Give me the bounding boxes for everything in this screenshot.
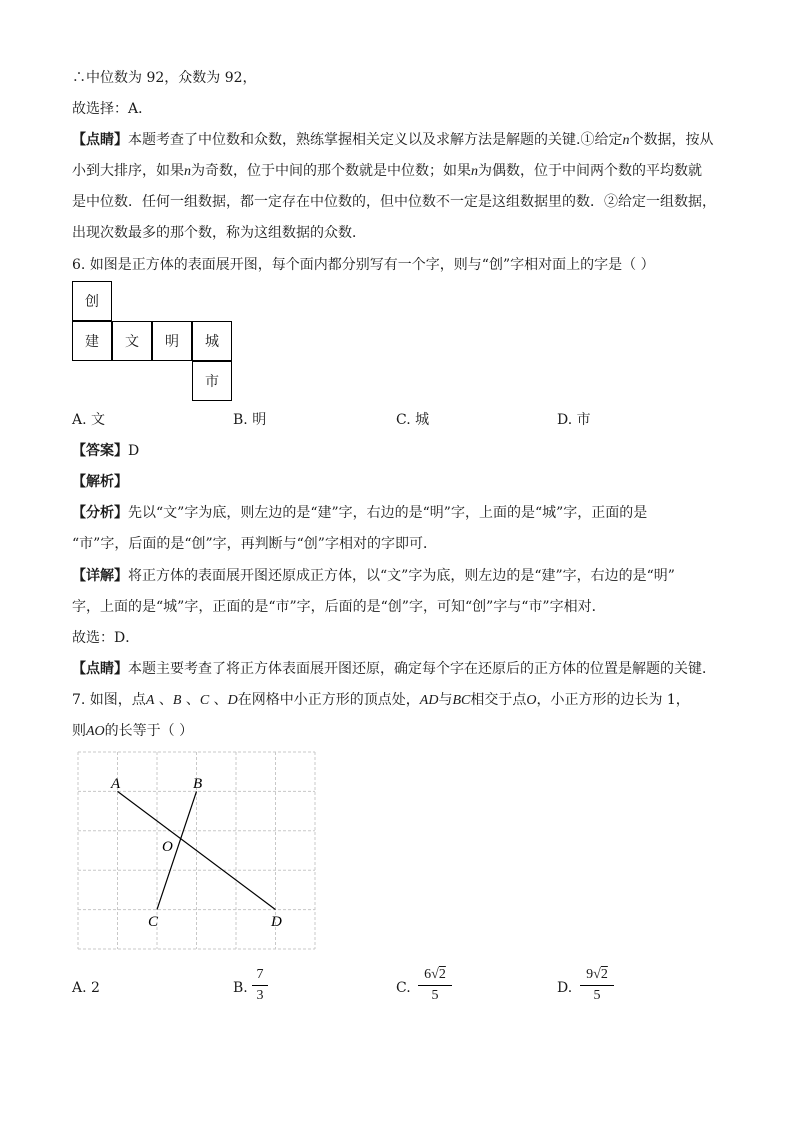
var-b: B [172,693,182,708]
denominator: 5 [593,988,601,1003]
q6-option-c: C. 城 [396,412,430,428]
net-cell: 文 [112,321,152,361]
q7-option-d-fraction [580,966,614,1005]
label-o: O [162,839,173,855]
q6-stem: 6. 如图是正方体的表面展开图，每个面内都分别写有一个字，则与“创”字相对面上的字是（ ） [72,257,655,273]
text-line [72,566,675,586]
text-span: 在网格中小正方形的顶点处， [237,692,420,708]
text-span: 为奇数，位于中间的那个数就是中位数；如果 [191,163,471,179]
text-span: 个数据，按从 [629,132,714,148]
q7-option-c-label: C. [396,980,411,996]
denominator: 3 [256,988,264,1003]
text-line: 是中位数．任何一组数据，都一定存在中位数的，但中位数不一定是这组数据里的数．②给定一组数据， [72,194,716,210]
label-a: A [111,776,121,792]
text-line: “市”字，后面的是“创”字，再判断与“创”字相对的字即可． [72,536,437,552]
q7-option-c-fraction [418,966,452,1005]
option-value: 2 [91,980,100,996]
grid-figure [72,746,322,954]
text-span: 则 [72,723,86,739]
text-span: 、 [154,692,173,708]
numerator [580,966,614,984]
var-a: A [145,693,155,708]
q7-option-a [72,978,100,998]
radicand: 2 [438,967,446,982]
tag-dianjing: 【点睛】 [72,132,128,148]
net-cell: 建 [72,321,112,361]
q7-option-b-fraction [252,966,268,1005]
cube-net [72,281,234,402]
text-line: 故选择：A． [72,101,153,117]
text-line [72,659,716,679]
text-line: ∴中位数为 92，众数为 92， [72,70,257,86]
text-span: 将正方体的表面展开图还原成正方体，以“文”字为底，则左边的是“建”字，右边的是“明” [128,568,675,584]
text-span: 、 [209,692,228,708]
var-n: n [622,133,630,148]
coefficient: 9 [586,967,594,982]
text-span: 相交于点 [470,692,527,708]
q7-option-d-label: D. [557,980,573,996]
var-o: O [526,693,537,708]
net-cell-top: 创 [72,281,112,321]
coefficient: 6 [424,967,432,982]
fraction-bar [418,985,452,986]
q7-option-b-label: B. [233,980,248,996]
var-c: C [199,693,210,708]
q6-answer [72,441,139,461]
var-ad: AD [419,693,439,708]
label-b: B [193,776,203,792]
radicand: 2 [600,967,608,982]
text-span: 为偶数，位于中间两个数的平均数就 [478,163,702,179]
q6-option-d: D. 市 [557,412,591,428]
tag-dianjing: 【点睛】 [72,661,128,677]
tag-analysis: 【解析】 [72,474,128,490]
answer-value: D [128,443,140,459]
numerator: 7 [256,967,264,982]
q7-stem-line2 [72,721,193,742]
net-cell: 城 [192,321,232,361]
text-span: 的长等于（ ） [104,723,194,739]
text-line: 故选：D． [72,630,140,646]
tag-xiangjie: 【详解】 [72,568,128,584]
sqrt-icon: √ [593,967,601,982]
net-cell-bottom: 市 [192,361,232,401]
label-c: C [148,914,159,930]
var-n: n [184,164,191,179]
text-span: 小到大排序，如果 [72,163,184,179]
text-span: 与 [438,692,453,708]
q6-option-b: B. 明 [233,412,267,428]
text-span: ，小正方形的边长为 1， [536,692,690,708]
text-line: 字，上面的是“城”字，正面的是“市”字，后面的是“创”字，可知“创”字与“市”字相对． [72,599,606,615]
text-line [72,503,647,523]
var-n: n [471,164,478,179]
tag-fenxi: 【分析】 [72,505,128,521]
text-line [72,161,702,182]
label-d: D [271,914,282,930]
text-line: 出现次数最多的那个数，称为这组数据的众数． [72,225,366,241]
tag-answer: 【答案】 [72,443,128,459]
text-span: 7. 如图，点 [72,692,146,708]
var-ao: AO [86,724,105,739]
numerator [418,966,452,984]
option-label: A. [72,980,87,996]
denominator: 5 [431,988,439,1003]
var-d: D [227,693,238,708]
sqrt-icon: √ [431,967,439,982]
text-span: 本题主要考查了将正方体表面展开图还原，确定每个字在还原后的正方体的位置是解题的关键． [128,661,716,677]
fraction-bar [252,985,268,986]
text-span: 本题考查了中位数和众数，熟练掌握相关定义以及求解方法是解题的关键.①给定 [128,132,623,148]
net-cell: 明 [152,321,192,361]
var-bc: BC [452,693,471,708]
q6-option-a: A. 文 [72,412,106,428]
text-line [72,130,713,151]
fraction-bar [580,985,614,986]
text-span: 、 [181,692,200,708]
text-span: 先以“文”字为底，则左边的是“建”字，右边的是“明”字，上面的是“城”字，正面的是 [128,505,648,521]
q7-stem [72,690,690,711]
